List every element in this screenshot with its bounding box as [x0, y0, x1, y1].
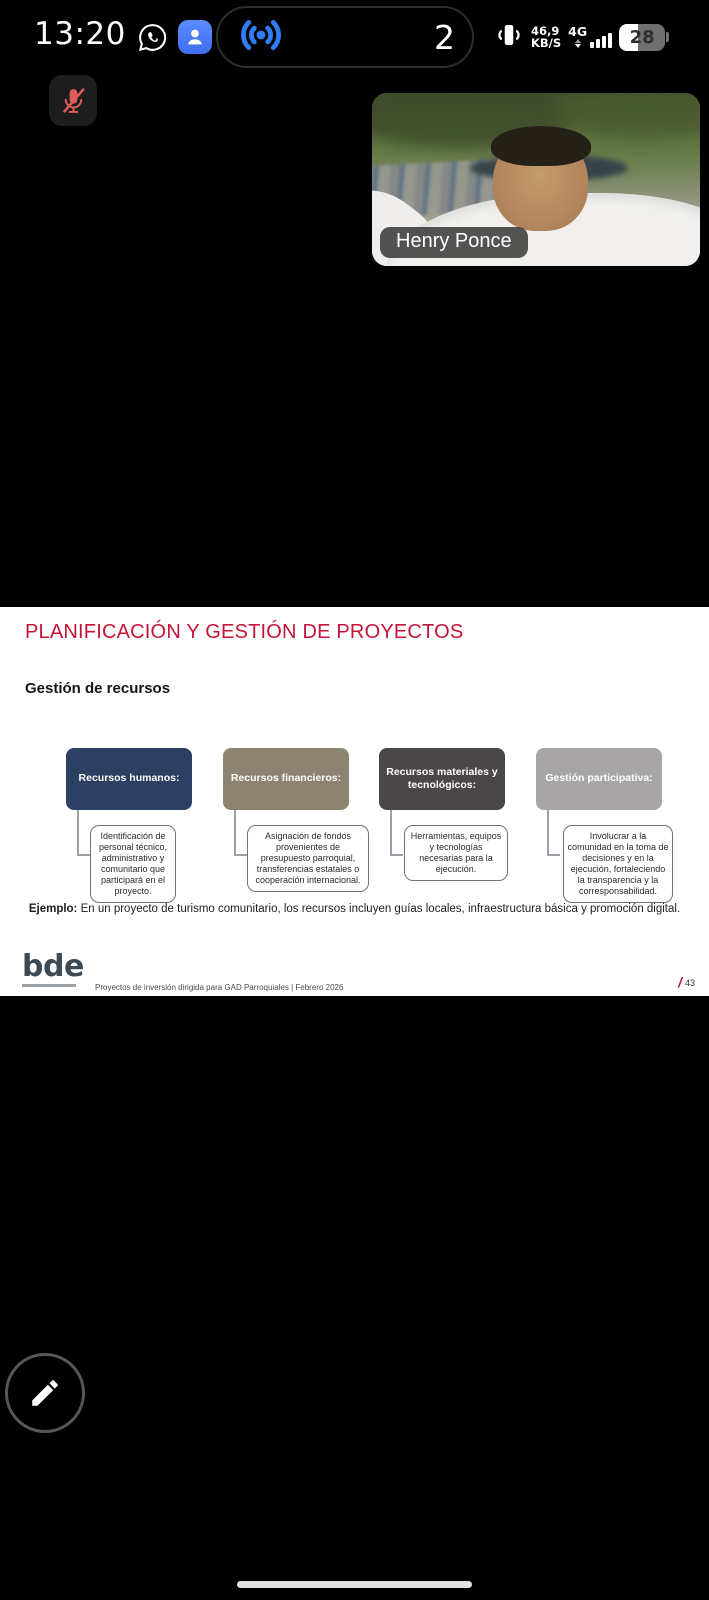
clock: 13:20 — [34, 16, 126, 52]
slide-subtitle: Gestión de recursos — [25, 680, 171, 697]
example-label: Ejemplo: — [28, 903, 78, 915]
pencil-icon — [28, 1376, 62, 1410]
example-paragraph — [22, 901, 687, 918]
vibrate-icon — [494, 18, 524, 57]
connector-line — [390, 810, 392, 856]
bde-logo-text: bde — [22, 949, 84, 984]
network-type: 4G — [568, 23, 588, 39]
data-activity-icon — [575, 39, 581, 48]
card-header: Recursos humanos: — [66, 748, 192, 810]
bde-logo — [22, 949, 84, 987]
card-body: Asignación de fondos provenientes de presupuesto parroquial, transferencias estatales o cooperación internacional. — [247, 825, 369, 892]
participant-name-tag: Henry Ponce — [380, 227, 528, 258]
cellular-signal — [568, 23, 612, 49]
connector-line — [77, 854, 90, 856]
battery-level: 28 — [629, 26, 655, 48]
card-recursos-materiales — [379, 748, 505, 874]
mic-muted-button[interactable] — [49, 75, 97, 126]
network-speed — [531, 25, 561, 50]
whatsapp-icon — [136, 21, 169, 54]
card-body: Herramientas, equipos y tecnologías necesarias para la ejecución. — [404, 825, 508, 881]
card-body: Identificación de personal técnico, administrativo y comunitario que participará en el proyecto. — [90, 825, 176, 903]
connector-line — [547, 810, 549, 856]
example-text: En un proyecto de turismo comunitario, los recursos incluyen guías locales, infraestructura básica y promoción digital. — [77, 903, 681, 915]
shared-slide — [0, 607, 709, 996]
contact-app-icon — [178, 20, 212, 54]
home-indicator[interactable] — [237, 1581, 472, 1588]
card-gestion-participativa — [536, 748, 669, 896]
connector-line — [547, 854, 560, 856]
slide-footer-caption: Proyectos de inversión dirigida para GAD Parroquiales | Febrero 2026 — [95, 983, 344, 992]
slide-title: PLANIFICACIÓN Y GESTIÓN DE PROYECTOS — [25, 621, 464, 643]
connector-line — [234, 854, 247, 856]
card-header: Gestión participativa: — [536, 748, 662, 810]
page-slash: / — [678, 974, 682, 990]
mic-off-icon — [58, 85, 89, 116]
speed-unit: KB/S — [531, 36, 562, 50]
bde-logo-tagline — [22, 984, 76, 987]
card-header: Recursos financieros: — [223, 748, 349, 810]
connector-line — [390, 854, 403, 856]
broadcast-count: 2 — [434, 17, 455, 57]
card-body: Involucrar a la comunidad en la toma de decisiones y en la ejecución, fortaleciendo la transparencia y la corresponsabilidad. — [563, 825, 673, 903]
connector-line — [234, 810, 236, 856]
screen-broadcast-pill[interactable] — [216, 6, 474, 68]
battery-nub — [666, 32, 669, 42]
participant-hair — [491, 126, 592, 167]
card-recursos-humanos — [66, 748, 192, 896]
participant-face — [493, 135, 588, 232]
broadcast-icon — [238, 12, 284, 63]
participant-video-tile[interactable] — [372, 93, 700, 266]
connector-line — [77, 810, 79, 856]
slide-page-number — [678, 975, 695, 989]
battery-indicator — [619, 24, 669, 51]
card-header: Recursos materiales y tecnológicos: — [379, 748, 505, 810]
status-bar-right — [494, 9, 709, 65]
annotate-pencil-button[interactable] — [5, 1353, 85, 1433]
card-recursos-financieros — [223, 748, 361, 885]
page-number: 43 — [684, 978, 695, 989]
signal-bars-icon — [590, 33, 612, 48]
speed-value: 46,9 — [531, 23, 560, 38]
